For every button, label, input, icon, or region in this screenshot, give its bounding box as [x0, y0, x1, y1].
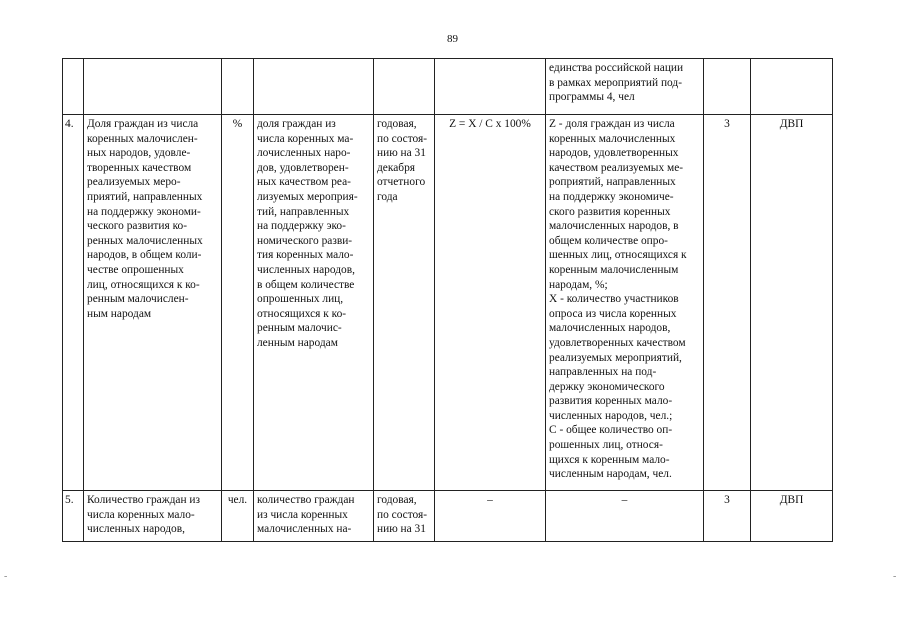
text-line: лизуемых мероприя- [257, 190, 358, 203]
text-line: коренным малочисленным [549, 263, 679, 276]
text-line: годовая, [377, 494, 417, 506]
text-line: года [377, 190, 398, 203]
cell-responsible: ДВП [751, 115, 833, 491]
definition-text [257, 117, 370, 351]
text-line: по состоя- [377, 132, 428, 145]
variables-text [549, 61, 700, 105]
scan-edge-mark-right: - [893, 571, 897, 582]
indicator-text [87, 493, 218, 537]
text-line: числа коренных ма- [257, 132, 354, 145]
text-line: народов, удовлетворенных [549, 147, 679, 160]
text-line: малочисленных на- [257, 523, 352, 536]
periodicity-text [377, 117, 431, 205]
text-line: численным народам, чел. [549, 468, 672, 481]
text-line: общем количестве опро- [549, 234, 668, 247]
scan-edge-mark-left: - [4, 571, 8, 582]
cell-source: 3 [704, 491, 751, 542]
periodicity-text [377, 493, 431, 537]
cell-formula: Z = X / C x 100% [435, 115, 546, 491]
text-line: шенных лиц, относящихся к [549, 249, 687, 262]
cell-source [704, 59, 751, 115]
text-line: ленным народам [257, 336, 338, 349]
variables-text [549, 493, 700, 508]
text-line: численных народов, [87, 523, 185, 536]
indicator-table [62, 58, 833, 542]
cell-indicator [84, 491, 222, 542]
cell-formula: – [435, 491, 546, 542]
cell-indicator [84, 59, 222, 115]
text-line: реализуемых меро- [87, 176, 181, 189]
cell-variables [546, 115, 704, 491]
text-line: честве опрошенных [87, 263, 184, 276]
cell-responsible: ДВП [751, 491, 833, 542]
text-line: народам, %; [549, 278, 608, 291]
text-line: Доля граждан из числа [87, 118, 199, 130]
text-line: ренным малочис- [257, 322, 342, 335]
text-line: роприятий, направленных [549, 176, 676, 189]
text-line: годовая, [377, 118, 417, 130]
indicator-text [87, 117, 218, 321]
text-line: коренных малочисленных [549, 132, 676, 145]
text-line: направленных на под- [549, 366, 657, 379]
table-row [63, 115, 833, 491]
cell-indicator [84, 115, 222, 491]
text-line: числа коренных мало- [87, 508, 195, 521]
text-line: ренным малочислен- [87, 293, 189, 306]
text-line: доля граждан из [257, 118, 336, 130]
cell-definition [254, 115, 374, 491]
cell-definition [254, 59, 374, 115]
text-line: численных народов, [257, 263, 355, 276]
text-line: – [621, 494, 628, 506]
text-line: программы 4, чел [549, 91, 635, 104]
cell-variables [546, 491, 704, 542]
cell-definition [254, 491, 374, 542]
text-line: малочисленных народов, в [549, 220, 679, 233]
text-line: тия коренных мало- [257, 249, 354, 262]
cell-periodicity [374, 115, 435, 491]
text-line: нию на 31 [377, 523, 426, 536]
text-line: рошенных лиц, относя- [549, 439, 663, 452]
text-line: номического разви- [257, 234, 353, 247]
variables-text [549, 117, 700, 482]
text-line: коренных малочислен- [87, 132, 198, 145]
text-line: держку экономического [549, 380, 665, 393]
cell-unit: % [222, 115, 254, 491]
text-line: ным народам [87, 307, 152, 320]
text-line: декабря [377, 161, 415, 174]
text-line: Количество граждан из [87, 494, 200, 506]
text-line: развития коренных мало- [549, 395, 673, 408]
text-line: тий, направленных [257, 205, 350, 218]
text-line: нию на 31 [377, 147, 426, 160]
text-line: на поддержку экономиче- [549, 190, 674, 203]
text-line: количество граждан [257, 494, 355, 506]
cell-unit: чел. [222, 491, 254, 542]
text-line: ренных малочисленных [87, 234, 203, 247]
cell-periodicity [374, 59, 435, 115]
text-line: лиц, относящихся к ко- [87, 278, 200, 291]
text-line: единства российской нации [549, 62, 684, 74]
cell-unit [222, 59, 254, 115]
cell-num: 5. [63, 491, 84, 542]
text-line: в рамках мероприятий под- [549, 76, 682, 89]
text-line: на поддержку экономи- [87, 205, 201, 218]
definition-text [257, 493, 370, 537]
text-line: опрошенных лиц, [257, 293, 344, 306]
table-row [63, 59, 833, 115]
text-line: лочисленных наро- [257, 147, 351, 160]
page-number: 89 [447, 33, 458, 45]
cell-responsible [751, 59, 833, 115]
text-line: отчетного [377, 176, 426, 189]
text-line: из числа коренных [257, 508, 348, 521]
text-line: по состоя- [377, 508, 428, 521]
text-line: малочисленных народов, [549, 322, 671, 335]
text-line: численных народов, чел.; [549, 409, 673, 422]
text-line: ных качеством реа- [257, 176, 351, 189]
text-line: ных народов, удовле- [87, 147, 191, 160]
cell-formula [435, 59, 546, 115]
cell-source: 3 [704, 115, 751, 491]
text-line: в общем количестве [257, 278, 355, 291]
text-line: приятий, направленных [87, 190, 203, 203]
text-line: народов, в общем коли- [87, 249, 202, 262]
text-line: ческого развития ко- [87, 220, 188, 233]
text-line: реализуемых мероприятий, [549, 351, 682, 364]
cell-variables [546, 59, 704, 115]
cell-num: 4. [63, 115, 84, 491]
text-line: на поддержку эко- [257, 220, 346, 233]
text-line: опроса из числа коренных [549, 307, 677, 320]
text-line: ского развития коренных [549, 205, 671, 218]
table-row [63, 491, 833, 542]
cell-periodicity [374, 491, 435, 542]
cell-num [63, 59, 84, 115]
text-line: творенных качеством [87, 161, 192, 174]
text-line: относящихся к ко- [257, 307, 347, 320]
text-line: удовлетворенных качеством [549, 336, 686, 349]
text-line: щихся к коренным мало- [549, 453, 670, 466]
text-line: C - общее количество оп- [549, 424, 673, 437]
text-line: дов, удовлетворен- [257, 161, 349, 174]
text-line: качеством реализуемых ме- [549, 161, 684, 174]
text-line: X - количество участников [549, 293, 679, 306]
text-line: Z - доля граждан из числа [549, 118, 675, 130]
